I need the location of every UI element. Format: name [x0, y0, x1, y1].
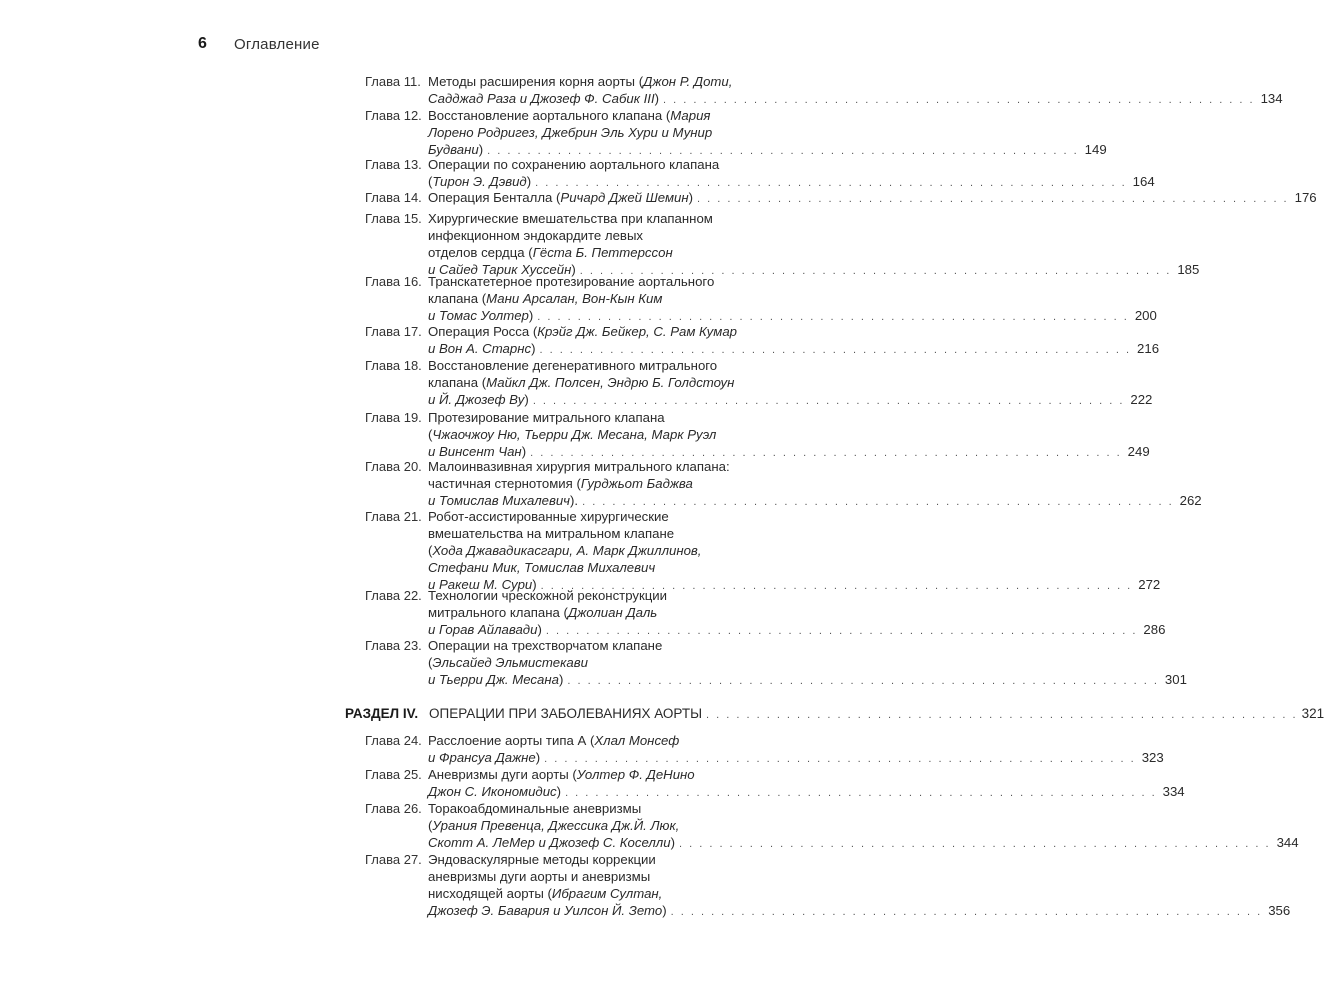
page-number: 301: [1164, 672, 1187, 687]
entry-text: [428, 426, 716, 443]
entry-body: [428, 73, 1283, 107]
entry-body: [428, 800, 1299, 851]
entry-text: [428, 273, 714, 290]
chapter-title-text: ): [535, 750, 541, 765]
author-names: и Тьерри Дж. Месана: [428, 672, 559, 687]
entry-text: [428, 885, 662, 902]
toc-entry[interactable]: [345, 508, 1161, 593]
entry-line: [428, 90, 1283, 107]
author-names: Ибрагим Султан,: [551, 886, 663, 901]
author-names: Джолиан Даль: [567, 605, 658, 620]
entry-line: [428, 409, 815, 426]
page-number: 286: [1143, 622, 1166, 637]
entry-text: [428, 868, 650, 885]
page-number: 344: [1276, 835, 1299, 850]
section-title: ОПЕРАЦИИ ПРИ ЗАБОЛЕВАНИЯХ АОРТЫ: [429, 706, 703, 721]
page-number: 149: [1084, 142, 1107, 157]
author-names: Джозеф Э. Бавария и Уилсон Й. Зето: [428, 903, 663, 918]
chapter-title-text: Расслоение аорты типа А (: [428, 733, 595, 748]
entry-line: [428, 817, 815, 834]
chapter-label: Глава 25.: [365, 767, 422, 782]
entry-text: [428, 156, 719, 173]
chapter-title-text: Хирургические вмешательства при клапанном: [428, 211, 713, 226]
entry-line: [428, 374, 815, 391]
entry-line: [428, 868, 815, 885]
chapter-title-text: Малоинвазивная хирургия митрального клапана:: [428, 459, 730, 474]
chapter-title-text: (: [428, 818, 433, 833]
entry-text: [428, 671, 563, 688]
entry-text: [428, 637, 662, 654]
entry-text: [428, 107, 710, 124]
chapter-title-text: ): [662, 903, 667, 918]
chapter-label: Глава 14.: [365, 190, 422, 205]
entry-line: [428, 492, 1202, 509]
chapter-title-text: Эндоваскулярные методы коррекции: [428, 852, 656, 867]
entry-text: [428, 227, 643, 244]
entry-body: [428, 323, 1160, 357]
entry-line: [428, 244, 815, 261]
entry-text: [428, 90, 659, 107]
toc-entry[interactable]: [345, 357, 1153, 408]
author-names: и Горав Айлавади: [428, 622, 538, 637]
chapter-label: Глава 19.: [365, 410, 422, 425]
author-names: и Й. Джозеф Ву: [428, 392, 525, 407]
chapter-title-text: ): [537, 622, 542, 637]
entry-line: [428, 391, 1153, 408]
dot-leader: . . . . . . . . . . . . . . . . . . . . . . . . . . . . . . . . . . . . . . . . . . . . . . . . . . . . . . . . . . .: [565, 787, 1157, 799]
entry-text: [428, 189, 693, 206]
entry-line: [428, 604, 815, 621]
dot-leader: . . . . . . . . . . . . . . . . . . . . . . . . . . . . . . . . . . . . . . . . . . . . . . . . . . . . . . . . . . .: [539, 344, 1132, 356]
entry-line: [428, 173, 1155, 190]
author-names: Джон Р. Доти,: [643, 74, 733, 89]
entry-line: [428, 73, 815, 90]
entry-line: [428, 210, 815, 227]
entry-line: [428, 766, 815, 783]
entry-line: [428, 508, 815, 525]
entry-text: [428, 173, 531, 190]
entry-line: [428, 587, 815, 604]
entry-text: [428, 357, 717, 374]
author-names: Будвани: [428, 142, 479, 157]
entry-text: [428, 475, 693, 492]
chapter-title-text: ): [524, 392, 529, 407]
page-number: 176: [1294, 190, 1317, 205]
section-page-number: 321: [1301, 706, 1324, 721]
author-names: Стефани Мик, Томислав Михалевич: [428, 560, 656, 575]
dot-leader: . . . . . . . . . . . . . . . . . . . . . . . . . . . . . . . . . . . . . . . . . . . . . . . . . . . . . . . . . . .: [537, 311, 1129, 323]
entry-text: [428, 732, 679, 749]
chapter-title-text: Протезирование митрального клапана: [428, 410, 665, 425]
author-names: Хода Джавадикасгари, А. Марк Джиллинов,: [432, 543, 702, 558]
author-names: Хлал Монсеф: [594, 733, 680, 748]
entry-line: [428, 189, 1317, 206]
entry-text: [428, 783, 561, 800]
page-number: 323: [1141, 750, 1164, 765]
chapter-title-text: (: [428, 427, 433, 442]
entry-line: [428, 783, 1185, 800]
entry-text: [428, 587, 667, 604]
entry-body: [428, 210, 1200, 278]
entry-text: [428, 654, 588, 671]
chapter-label: Глава 12.: [365, 108, 422, 123]
entry-line: [428, 621, 1166, 638]
entry-line: [428, 732, 815, 749]
dot-leader: . . . . . . . . . . . . . . . . . . . . . . . . . . . . . . . . . . . . . . . . . . . . . . . . . . . . . . . . . . .: [670, 906, 1263, 918]
entry-line: [428, 671, 1187, 688]
author-names: Садджад Раза и Джозеф Ф. Сабик III: [428, 91, 655, 106]
entry-line: [428, 542, 815, 559]
entry-line: [428, 107, 815, 124]
author-names: Лорено Родригез, Джебрин Эль Хури и Мунир: [428, 125, 713, 140]
chapter-title-text: отделов сердца (: [428, 245, 533, 260]
author-names: Гурджьот Баджва: [580, 476, 693, 491]
entry-text: [428, 800, 641, 817]
entry-line: [428, 426, 815, 443]
entry-body: [428, 357, 1153, 408]
chapter-label: Глава 13.: [365, 157, 422, 172]
entry-text: [428, 604, 657, 621]
entry-text: [428, 307, 533, 324]
chapter-title-text: ): [688, 190, 694, 205]
page-number: 222: [1130, 392, 1153, 407]
toc-entry[interactable]: [345, 587, 1166, 638]
dot-leader: . . . . . . . . . . . . . . . . . . . . . . . . . . . . . . . . . . . . . . . . . . . . . . . . . . . . . . . . . . .: [679, 838, 1271, 850]
entry-body: [428, 587, 1166, 638]
chapter-title-text: ): [571, 262, 576, 277]
table-of-contents: [345, 0, 1324, 1000]
chapter-title-text: ): [521, 444, 527, 459]
entry-text: [428, 73, 732, 90]
author-names: Крэйг Дж. Бейкер, С. Рам Кумар: [537, 324, 737, 339]
toc-entry[interactable]: [345, 210, 1200, 278]
entry-body: [428, 409, 1150, 460]
chapter-title-text: ): [654, 91, 660, 106]
chapter-title-text: (: [428, 655, 433, 670]
entry-text: [428, 374, 734, 391]
chapter-title-text: Операция Бенталла (: [428, 190, 561, 205]
entry-body: [428, 508, 1161, 593]
chapter-label: Глава 20.: [365, 459, 422, 474]
entry-line: [428, 357, 815, 374]
author-names: Скотт А. ЛеМер и Джозеф С. Коселли: [428, 835, 671, 850]
chapter-title-text: ): [526, 174, 532, 189]
page-number: 334: [1162, 784, 1185, 799]
dot-leader: . . . . . . . . . . . . . . . . . . . . . . . . . . . . . . . . . . . . . . . . . . . . . . . . . . . . . . . . . . .: [582, 496, 1174, 508]
entry-line: [428, 475, 815, 492]
chapter-label: Глава 24.: [365, 733, 422, 748]
author-names: Тирон Э. Дэвид: [432, 174, 527, 189]
entry-body: [428, 766, 1185, 800]
toc-entry[interactable]: [345, 273, 1157, 324]
author-names: Чжаочжоу Ню, Тьерри Дж. Месана, Марк Руэл: [432, 427, 717, 442]
chapter-title-text: ): [558, 672, 564, 687]
page-number: 272: [1138, 577, 1161, 592]
chapter-title-text: ): [670, 835, 675, 850]
chapter-title-text: (: [428, 543, 433, 558]
author-names: Ричард Джей Шемин: [560, 190, 689, 205]
entry-text: [428, 323, 737, 340]
author-names: Гёста Б. Петтерссон: [532, 245, 673, 260]
entry-line: [428, 885, 815, 902]
dot-leader: . . . . . . . . . . . . . . . . . . . . . . . . . . . . . . . . . . . . . . . . . . . . . . . . . . . . . . . . . . .: [663, 94, 1255, 106]
chapter-label: Глава 18.: [365, 358, 422, 373]
chapter-title-text: ): [532, 577, 537, 592]
entry-line: [428, 340, 1160, 357]
entry-line: [428, 525, 815, 542]
entry-text: [428, 851, 656, 868]
toc-entry[interactable]: [345, 323, 1160, 357]
author-names: и Томислав Михалевич: [428, 493, 571, 508]
entry-line: [428, 227, 815, 244]
entry-line: [428, 654, 815, 671]
entry-text: [428, 542, 701, 559]
entry-body: [428, 458, 1202, 509]
entry-text: [428, 210, 713, 227]
chapter-label: Глава 17.: [365, 324, 422, 339]
chapter-title-text: Транскатетерное протезирование аортального: [428, 274, 715, 289]
author-names: Урания Превенца, Джессика Дж.Й. Люк,: [432, 818, 680, 833]
entry-text: [428, 244, 673, 261]
page-number: 216: [1137, 341, 1160, 356]
author-names: и Винсент Чан: [428, 444, 522, 459]
toc-entry[interactable]: [345, 107, 1107, 158]
chapter-title-text: аневризмы дуги аорты и аневризмы: [428, 869, 651, 884]
chapter-title-text: Методы расширения корня аорты (: [428, 74, 644, 89]
dot-leader: . . . . . . . . . . . . . . . . . . . . . . . . . . . . . . . . . . . . . . . . . . . . . . . . . . . . . . . . . . .: [487, 145, 1079, 157]
page-number: 164: [1132, 174, 1155, 189]
entry-line: [428, 749, 1164, 766]
author-names: и Томас Уолтер: [428, 308, 529, 323]
dot-leader: . . . . . . . . . . . . . . . . . . . . . . . . . . . . . . . . . . . . . . . . . . . . . . . . . . . . . . . . . . .: [567, 675, 1159, 687]
author-names: и Сайед Тарик Хуссейн: [428, 262, 572, 277]
page-number: 185: [1177, 262, 1200, 277]
entry-body: [428, 189, 1317, 206]
chapter-title-text: Операция Росса (: [428, 324, 538, 339]
dot-leader: . . . . . . . . . . . . . . . . . . . . . . . . . . . . . . . . . . . . . . . . . . . . . . . . . . . . . . . . . . .: [530, 447, 1122, 459]
entry-line: [428, 273, 815, 290]
entry-text: [428, 559, 655, 576]
chapter-title-text: клапана (: [428, 375, 487, 390]
entry-body: [428, 851, 1291, 919]
entry-text: [428, 621, 542, 638]
entry-line: [428, 834, 1299, 851]
dot-leader: . . . . . . . . . . . . . . . . . . . . . . . . . . . . . . . . . . . . . . . . . . . . . . . . . . . . . . . . . . .: [545, 625, 1138, 637]
section-label: РАЗДЕЛ IV.: [345, 706, 419, 721]
chapter-title-text: инфекционном эндокардите левых: [428, 228, 644, 243]
toc-entry[interactable]: [345, 189, 1317, 206]
chapter-title-text: ): [528, 308, 534, 323]
toc-entry[interactable]: [345, 637, 1187, 688]
chapter-title-text: нисходящей аорты (: [428, 886, 552, 901]
page-number: 249: [1127, 444, 1150, 459]
author-names: Эльсайед Эльмистекави: [432, 655, 588, 670]
author-names: Мария: [670, 108, 711, 123]
chapter-title-text: (: [428, 174, 433, 189]
entry-line: [428, 637, 815, 654]
author-names: и Вон А. Старнс: [428, 341, 532, 356]
section-leader: . . . . . . . . . . . . . . . . . . . . . . . . . . . . . . . . . . . . . . . . . . . . . . . . . . . . . . . . . . .: [706, 709, 1298, 721]
section-line: [429, 705, 1324, 722]
toc-entry[interactable]: [345, 156, 1155, 190]
entry-text: [428, 340, 535, 357]
entry-text: [428, 409, 665, 426]
entry-text: [428, 124, 712, 141]
entry-body: [428, 732, 1164, 766]
chapter-title-text: вмешательства на митральном клапане: [428, 526, 675, 541]
entry-line: [428, 290, 815, 307]
chapter-title-text: Восстановление дегенеративного митрального: [428, 358, 718, 373]
entry-text: [428, 749, 540, 766]
entry-line: [428, 559, 815, 576]
entry-line: [428, 323, 815, 340]
chapter-label: Глава 26.: [365, 801, 422, 816]
toc-entry[interactable]: [345, 851, 1291, 919]
entry-line: [428, 156, 815, 173]
chapter-title-text: Робот-ассистированные хирургические: [428, 509, 669, 524]
page-title: Оглавление: [234, 36, 320, 53]
chapter-label: Глава 23.: [365, 638, 422, 653]
chapter-label: Глава 21.: [365, 509, 422, 524]
chapter-title-text: ): [556, 784, 562, 799]
chapter-title-text: частичная стернотомия (: [428, 476, 581, 491]
chapter-title-text: Операции на трехстворчатом клапане: [428, 638, 663, 653]
page-number: 262: [1179, 493, 1202, 508]
page-number: 200: [1134, 308, 1157, 323]
entry-line: [428, 458, 815, 475]
chapter-title-text: ): [531, 341, 536, 356]
chapter-label: Глава 27.: [365, 852, 422, 867]
chapter-title-text: Восстановление аортального клапана (: [428, 108, 671, 123]
entry-text: [428, 458, 730, 475]
dot-leader: . . . . . . . . . . . . . . . . . . . . . . . . . . . . . . . . . . . . . . . . . . . . . . . . . . . . . . . . . . .: [697, 193, 1289, 205]
author-names: и Ракеш М. Сури: [428, 577, 533, 592]
page-number: 134: [1260, 91, 1283, 106]
author-names: Майкл Дж. Полсен, Эндрю Б. Голдстоун: [486, 375, 735, 390]
entry-body: [428, 637, 1187, 688]
author-names: Джон С. Икономидис: [428, 784, 557, 799]
dot-leader: . . . . . . . . . . . . . . . . . . . . . . . . . . . . . . . . . . . . . . . . . . . . . . . . . . . . . . . . . . .: [532, 395, 1125, 407]
entry-text: [428, 508, 669, 525]
page-number: 6: [198, 35, 207, 52]
toc-entry[interactable]: [345, 766, 1185, 800]
chapter-label: Глава 15.: [365, 211, 422, 226]
entry-body: [428, 107, 1107, 158]
entry-line: [428, 307, 1157, 324]
chapter-title-text: Технологии чрескожной реконструкции: [428, 588, 668, 603]
entry-text: [428, 834, 675, 851]
entry-text: [428, 766, 695, 783]
chapter-title-text: ): [478, 142, 484, 157]
chapter-title-text: клапана (: [428, 291, 487, 306]
entry-text: [428, 290, 662, 307]
entry-text: [428, 492, 578, 509]
author-names: и Франсуа Дажне: [428, 750, 536, 765]
chapter-title-text: митрального клапана (: [428, 605, 568, 620]
page-number: 356: [1268, 903, 1291, 918]
toc-entry[interactable]: [345, 732, 1164, 766]
chapter-label: Глава 11.: [365, 74, 421, 89]
chapter-title-text: Торакоабдоминальные аневризмы: [428, 801, 642, 816]
dot-leader: . . . . . . . . . . . . . . . . . . . . . . . . . . . . . . . . . . . . . . . . . . . . . . . . . . . . . . . . . . .: [540, 580, 1133, 592]
entry-body: [428, 273, 1157, 324]
author-names: Мани Арсалан, Вон-Кын Ким: [486, 291, 663, 306]
entry-text: [428, 902, 667, 919]
dot-leader: . . . . . . . . . . . . . . . . . . . . . . . . . . . . . . . . . . . . . . . . . . . . . . . . . . . . . . . . . . .: [535, 177, 1127, 189]
entry-text: [428, 525, 674, 542]
chapter-label: Глава 16.: [365, 274, 422, 289]
chapter-label: Глава 22.: [365, 588, 422, 603]
chapter-title-text: ).: [570, 493, 579, 508]
entry-body: [428, 156, 1155, 190]
entry-line: [428, 902, 1291, 919]
toc-entry[interactable]: [345, 409, 1150, 460]
toc-entry[interactable]: [345, 800, 1299, 851]
chapter-title-text: Аневризмы дуги аорты (: [428, 767, 577, 782]
entry-line: [428, 851, 815, 868]
author-names: Уолтер Ф. ДеНино: [576, 767, 695, 782]
toc-entry[interactable]: [345, 458, 1202, 509]
chapter-title-text: Операции по сохранению аортального клапана: [428, 157, 720, 172]
entry-line: [428, 800, 815, 817]
dot-leader: . . . . . . . . . . . . . . . . . . . . . . . . . . . . . . . . . . . . . . . . . . . . . . . . . . . . . . . . . . .: [544, 753, 1136, 765]
entry-text: [428, 391, 529, 408]
dot-leader: . . . . . . . . . . . . . . . . . . . . . . . . . . . . . . . . . . . . . . . . . . . . . . . . . . . . . . . . . . .: [579, 265, 1172, 277]
entry-text: [428, 817, 679, 834]
entry-line: [428, 124, 815, 141]
toc-entry[interactable]: [345, 73, 1283, 107]
